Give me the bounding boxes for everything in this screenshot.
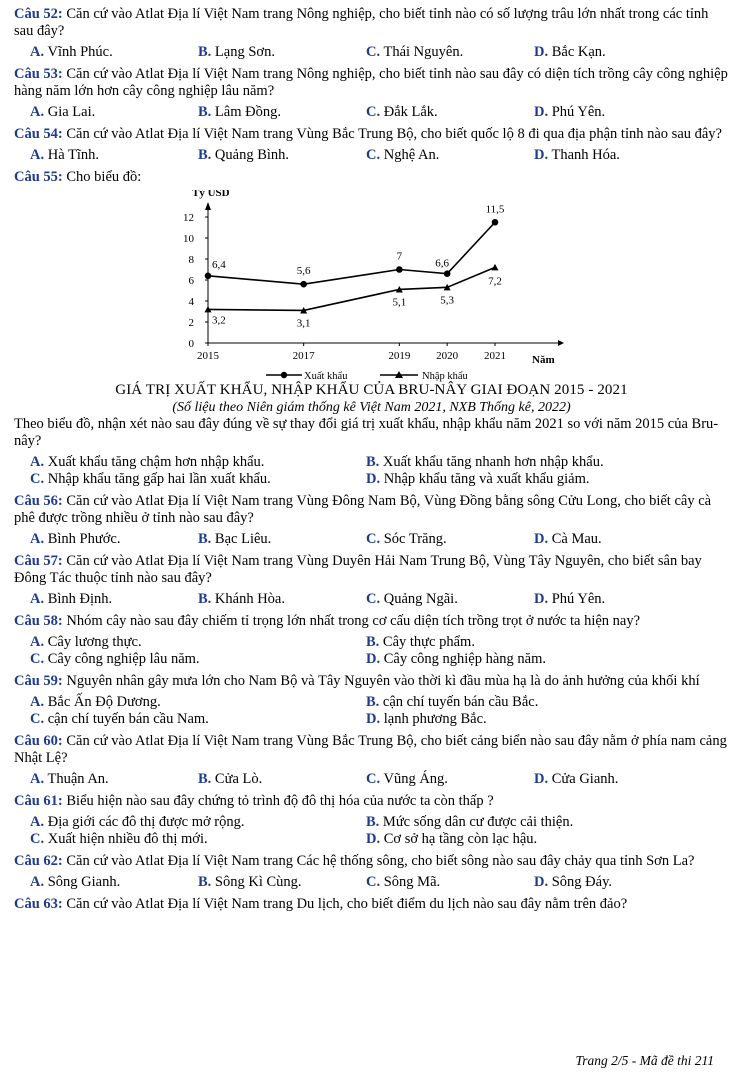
x-axis-arrow [558, 340, 564, 346]
line-chart [14, 190, 729, 382]
answer-option[interactable] [366, 711, 702, 728]
question-block [14, 126, 729, 164]
option-text: Sông Đáy. [548, 874, 613, 890]
answer-options [30, 147, 729, 164]
option-text: Phú Yên. [548, 104, 606, 120]
question-block [14, 66, 729, 121]
option-text: Sông Mã. [380, 874, 441, 890]
answer-option[interactable] [30, 711, 366, 728]
option-letter: B. [198, 44, 212, 60]
question-number: Câu 57: [14, 553, 63, 569]
option-letter: C. [30, 471, 45, 487]
option-text: Lạng Sơn. [211, 44, 275, 60]
option-text: Nhập khẩu tăng gấp hai lần xuất khẩu. [44, 471, 271, 487]
answer-option[interactable] [30, 471, 366, 488]
question-stem: Căn cứ vào Atlat Địa lí Việt Nam trang Du lịch, cho biết điểm du lịch nào sau đây nằm trên đảo? [62, 896, 628, 912]
answer-option[interactable] [366, 104, 534, 121]
answer-options [30, 44, 729, 61]
y-tick-label: 0 [188, 338, 194, 350]
data-point [300, 281, 307, 288]
answer-option[interactable] [366, 694, 702, 711]
option-text: Vĩnh Phúc. [44, 44, 113, 60]
option-letter: B. [366, 814, 380, 830]
question-block [14, 853, 729, 891]
question-stem: Căn cứ vào Atlat Địa lí Việt Nam trang Vùng Bắc Trung Bộ, cho biết quốc lộ 8 đi qua địa phận tỉnh nào sau đây? [62, 126, 722, 142]
question-stem: Cho biểu đồ: [62, 169, 142, 185]
option-letter: C. [366, 44, 381, 60]
question-block [14, 896, 729, 913]
option-text: Hà Tĩnh. [44, 147, 100, 163]
answer-option[interactable] [534, 44, 709, 61]
answer-option[interactable] [198, 531, 366, 548]
option-letter: D. [366, 651, 381, 667]
option-text: Xuất khẩu tăng chậm hơn nhập khẩu. [44, 454, 265, 470]
answer-option[interactable] [30, 591, 198, 608]
question-text [14, 793, 729, 810]
option-text: Cơ sở hạ tầng còn lạc hậu. [380, 831, 538, 847]
option-letter: B. [198, 771, 212, 787]
option-letter: A. [30, 531, 45, 547]
option-letter: A. [30, 147, 45, 163]
answer-option[interactable] [366, 44, 534, 61]
answer-option[interactable] [366, 651, 702, 668]
option-text: Bắc Kạn. [548, 44, 606, 60]
option-letter: A. [30, 771, 45, 787]
answer-option[interactable] [198, 44, 366, 61]
series-line-xuat-khau [208, 222, 495, 284]
chart-svg [14, 190, 729, 382]
answer-option[interactable] [30, 44, 198, 61]
answer-option[interactable] [30, 651, 366, 668]
data-label: 11,5 [485, 203, 505, 216]
question-stem: Nhóm cây nào sau đây chiếm tỉ trọng lớn nhất trong cơ cấu diện tích trồng trọt ở nước ta hiện nay? [62, 613, 641, 629]
page-footer: Trang 2/5 - Mã đề thi 211 [575, 1053, 714, 1068]
option-text: Khánh Hòa. [211, 591, 285, 607]
answer-option[interactable] [30, 531, 198, 548]
answer-option[interactable] [30, 874, 198, 891]
question-block [14, 673, 729, 728]
data-label: 5,1 [392, 296, 407, 309]
option-letter: D. [366, 831, 381, 847]
answer-option[interactable] [198, 104, 366, 121]
answer-option[interactable] [534, 104, 709, 121]
question-number: Câu 63: [14, 896, 63, 912]
answer-option[interactable] [30, 771, 198, 788]
question-number: Câu 60: [14, 733, 63, 749]
option-text: Cửa Lò. [211, 771, 263, 787]
option-text: Sông Kì Cùng. [211, 874, 302, 890]
option-letter: D. [534, 147, 549, 163]
answer-option[interactable] [534, 874, 709, 891]
option-letter: A. [30, 814, 45, 830]
y-tick-label: 10 [183, 233, 194, 245]
answer-option[interactable] [30, 104, 198, 121]
data-point [492, 219, 499, 226]
answer-options [30, 634, 729, 668]
option-text: cận chí tuyến bán cầu Bắc. [379, 694, 539, 710]
option-letter: D. [534, 104, 549, 120]
option-letter: B. [366, 694, 380, 710]
x-tick-label: 2015 [197, 350, 219, 362]
answer-option[interactable] [366, 814, 702, 831]
option-letter: B. [366, 634, 380, 650]
question-stem: Căn cứ vào Atlat Địa lí Việt Nam trang Nông nghiệp, cho biết tỉnh nào có số lượng trâu lớn nhất trong các tỉnh sau đây? [14, 6, 709, 39]
question-text [14, 493, 729, 527]
option-letter: B. [198, 531, 212, 547]
question-stem: Nguyên nhân gây mưa lớn cho Nam Bộ và Tây Nguyên vào thời kì đầu mùa hạ là do ảnh hưởng của khối khí [62, 673, 700, 689]
option-text: Quảng Ngãi. [380, 591, 458, 607]
option-letter: A. [30, 44, 45, 60]
answer-options [30, 104, 729, 121]
data-point [396, 266, 403, 273]
question-block [14, 493, 729, 548]
answer-option[interactable] [366, 874, 534, 891]
question-block [14, 733, 729, 788]
answer-options [30, 531, 729, 548]
question-stem: Căn cứ vào Atlat Địa lí Việt Nam trang Vùng Duyên Hải Nam Trung Bộ, Vùng Tây Nguyên, cho biết sân bay Đông Tác thuộc tỉnh nào sau đây? [14, 553, 702, 586]
data-label: 6,4 [212, 258, 226, 271]
option-text: Quảng Bình. [211, 147, 290, 163]
answer-options [30, 454, 729, 488]
question-text [14, 66, 729, 100]
answer-option[interactable] [30, 694, 366, 711]
answer-option[interactable] [198, 874, 366, 891]
option-text: Nhập khẩu tăng và xuất khẩu giảm. [380, 471, 590, 487]
question-block [14, 169, 729, 488]
option-text: Cây lương thực. [44, 634, 142, 650]
answer-options [30, 874, 729, 891]
question-number: Câu 62: [14, 853, 63, 869]
option-text: Nghệ An. [380, 147, 440, 163]
x-axis-title: Năm [532, 354, 555, 366]
option-letter: B. [198, 147, 212, 163]
question-stem: Căn cứ vào Atlat Địa lí Việt Nam trang Vùng Bắc Trung Bộ, cho biết cảng biển nào sau đây nằm ở phía nam cảng Nhật Lệ? [14, 733, 727, 766]
option-letter: C. [30, 651, 45, 667]
option-text: Mức sống dân cư được cải thiện. [379, 814, 574, 830]
data-point [205, 273, 212, 280]
question-stem: Căn cứ vào Atlat Địa lí Việt Nam trang Nông nghiệp, cho biết tỉnh nào sau đây có diện tích trồng cây công nghiệp hàng năm lớn hơn cây công nghiệp lâu năm? [14, 66, 728, 99]
option-text: Cửa Gianh. [548, 771, 619, 787]
x-tick-label: 2019 [388, 350, 411, 362]
answer-option[interactable] [366, 147, 534, 164]
question-prompt: Theo biểu đồ, nhận xét nào sau đây đúng về sự thay đổi giá trị xuất khẩu, nhập khẩu năm 2021 so với năm 2015 của Bru-nây? [14, 416, 719, 449]
option-letter: D. [534, 591, 549, 607]
x-tick-label: 2020 [436, 350, 459, 362]
option-text: Đắk Lắk. [380, 104, 438, 120]
option-letter: A. [30, 591, 45, 607]
option-letter: C. [366, 147, 381, 163]
option-letter: B. [198, 591, 212, 607]
option-letter: C. [366, 531, 381, 547]
legend-label-nhap-khau: Nhập khẩu [422, 371, 468, 382]
option-letter: D. [366, 711, 381, 727]
data-label: 3,1 [296, 317, 311, 330]
question-number: Câu 61: [14, 793, 63, 809]
option-text: Cây công nghiệp hàng năm. [380, 651, 547, 667]
data-point [492, 264, 499, 271]
question-text [14, 553, 729, 587]
option-letter: D. [534, 771, 549, 787]
answer-option[interactable] [534, 531, 709, 548]
data-label: 6,6 [435, 257, 450, 270]
answer-option[interactable] [198, 771, 366, 788]
option-text: lạnh phương Bắc. [380, 711, 487, 727]
option-text: Bắc Ấn Độ Dương. [44, 694, 161, 710]
data-label: 7,2 [488, 275, 502, 288]
option-letter: B. [366, 454, 380, 470]
option-text: Bình Phước. [44, 531, 121, 547]
question-text [14, 853, 729, 870]
option-text: Cây công nghiệp lâu năm. [44, 651, 200, 667]
y-tick-label: 12 [183, 212, 194, 224]
option-text: Bình Định. [44, 591, 113, 607]
answer-option[interactable] [198, 147, 366, 164]
option-letter: C. [366, 104, 381, 120]
question-text [14, 169, 729, 186]
option-text: Thuận An. [44, 771, 109, 787]
answer-option[interactable] [30, 814, 366, 831]
question-number: Câu 52: [14, 6, 63, 22]
option-letter: D. [534, 531, 549, 547]
option-letter: A. [30, 694, 45, 710]
legend-marker-xuat-khau [281, 372, 287, 378]
x-tick-label: 2021 [484, 350, 506, 362]
question-number: Câu 53: [14, 66, 63, 82]
chart-source: (Số liệu theo Niên giám thống kê Việt Nam 2021, NXB Thống kê, 2022) [172, 400, 571, 415]
question-number: Câu 58: [14, 613, 63, 629]
answer-options [30, 814, 729, 848]
option-text: cận chí tuyến bán cầu Nam. [44, 711, 209, 727]
answer-option[interactable] [30, 454, 366, 471]
option-text: Xuất hiện nhiều đô thị mới. [44, 831, 208, 847]
question-number: Câu 56: [14, 493, 63, 509]
option-text: Bạc Liêu. [211, 531, 272, 547]
answer-option[interactable] [198, 591, 366, 608]
answer-option[interactable] [366, 771, 534, 788]
data-label: 3,2 [212, 314, 226, 327]
answer-option[interactable] [366, 454, 702, 471]
option-text: Cà Mau. [548, 531, 602, 547]
question-text [14, 673, 729, 690]
question-stem: Căn cứ vào Atlat Địa lí Việt Nam trang Vùng Đông Nam Bộ, Vùng Đồng bằng sông Cửu Long, cho biết cây cà phê được trồng nhiều ở tỉnh nào sau đây? [14, 493, 712, 526]
question-number: Câu 55: [14, 169, 63, 185]
answer-option[interactable] [30, 831, 366, 848]
question-stem: Căn cứ vào Atlat Địa lí Việt Nam trang Các hệ thống sông, cho biết sông nào sau đây chảy qua tỉnh Sơn La? [62, 853, 695, 869]
option-letter: A. [30, 454, 45, 470]
data-label: 5,3 [440, 294, 455, 307]
answer-option[interactable] [366, 531, 534, 548]
option-text: Sông Gianh. [44, 874, 121, 890]
option-letter: D. [366, 471, 381, 487]
option-letter: B. [198, 104, 212, 120]
question-text [14, 896, 729, 913]
answer-option[interactable] [366, 591, 534, 608]
x-tick-label: 2017 [292, 350, 315, 362]
question-block [14, 793, 729, 848]
chart-section [14, 190, 729, 416]
option-text: Lâm Đồng. [211, 104, 281, 120]
legend-label-xuat-khau: Xuất khẩu [304, 371, 348, 382]
answer-options [30, 771, 729, 788]
answer-option[interactable] [534, 147, 709, 164]
answer-option[interactable] [30, 634, 366, 651]
option-letter: A. [30, 634, 45, 650]
option-letter: C. [366, 591, 381, 607]
answer-option[interactable] [366, 634, 702, 651]
question-text [14, 613, 729, 630]
option-letter: C. [30, 711, 45, 727]
option-text: Vũng Áng. [380, 771, 448, 787]
question-text [14, 733, 729, 767]
y-axis-arrow [205, 202, 211, 210]
option-letter: A. [30, 104, 45, 120]
question-block [14, 613, 729, 668]
option-text: Phú Yên. [548, 591, 606, 607]
y-tick-label: 4 [188, 296, 194, 308]
data-point [444, 270, 451, 277]
data-label: 5,6 [296, 265, 311, 278]
answer-option[interactable] [30, 147, 198, 164]
answer-option[interactable] [534, 591, 709, 608]
question-stem: Biểu hiện nào sau đây chứng tỏ trình độ đô thị hóa của nước ta còn thấp ? [62, 793, 494, 809]
option-letter: C. [366, 771, 381, 787]
option-text: Thanh Hóa. [548, 147, 620, 163]
option-text: Xuất khẩu tăng nhanh hơn nhập khẩu. [379, 454, 604, 470]
option-letter: B. [198, 874, 212, 890]
question-block [14, 553, 729, 608]
option-letter: A. [30, 874, 45, 890]
y-tick-label: 6 [188, 275, 194, 287]
question-text [14, 126, 729, 143]
answer-option[interactable] [366, 471, 702, 488]
exam-page [14, 6, 729, 913]
question-number: Câu 54: [14, 126, 63, 142]
option-text: Địa giới các đô thị được mở rộng. [44, 814, 245, 830]
option-letter: C. [366, 874, 381, 890]
answer-options [30, 591, 729, 608]
y-tick-label: 2 [188, 317, 194, 329]
option-text: Thái Nguyên. [380, 44, 464, 60]
answer-options [30, 694, 729, 728]
option-text: Sóc Trăng. [380, 531, 447, 547]
question-number: Câu 59: [14, 673, 63, 689]
chart-title: GIÁ TRỊ XUẤT KHẨU, NHẬP KHẨU CỦA BRU-NÂY GIAI ĐOẠN 2015 - 2021 [115, 382, 628, 398]
option-letter: C. [30, 831, 45, 847]
y-tick-label: 8 [188, 254, 194, 266]
option-letter: D. [534, 874, 549, 890]
data-label: 7 [396, 250, 403, 263]
option-letter: D. [534, 44, 549, 60]
answer-option[interactable] [534, 771, 709, 788]
option-text: Cây thực phẩm. [379, 634, 475, 650]
option-text: Gia Lai. [44, 104, 96, 120]
y-axis-title: Tỷ USD [192, 190, 230, 199]
answer-option[interactable] [366, 831, 702, 848]
question-block [14, 6, 729, 61]
question-text [14, 6, 729, 40]
